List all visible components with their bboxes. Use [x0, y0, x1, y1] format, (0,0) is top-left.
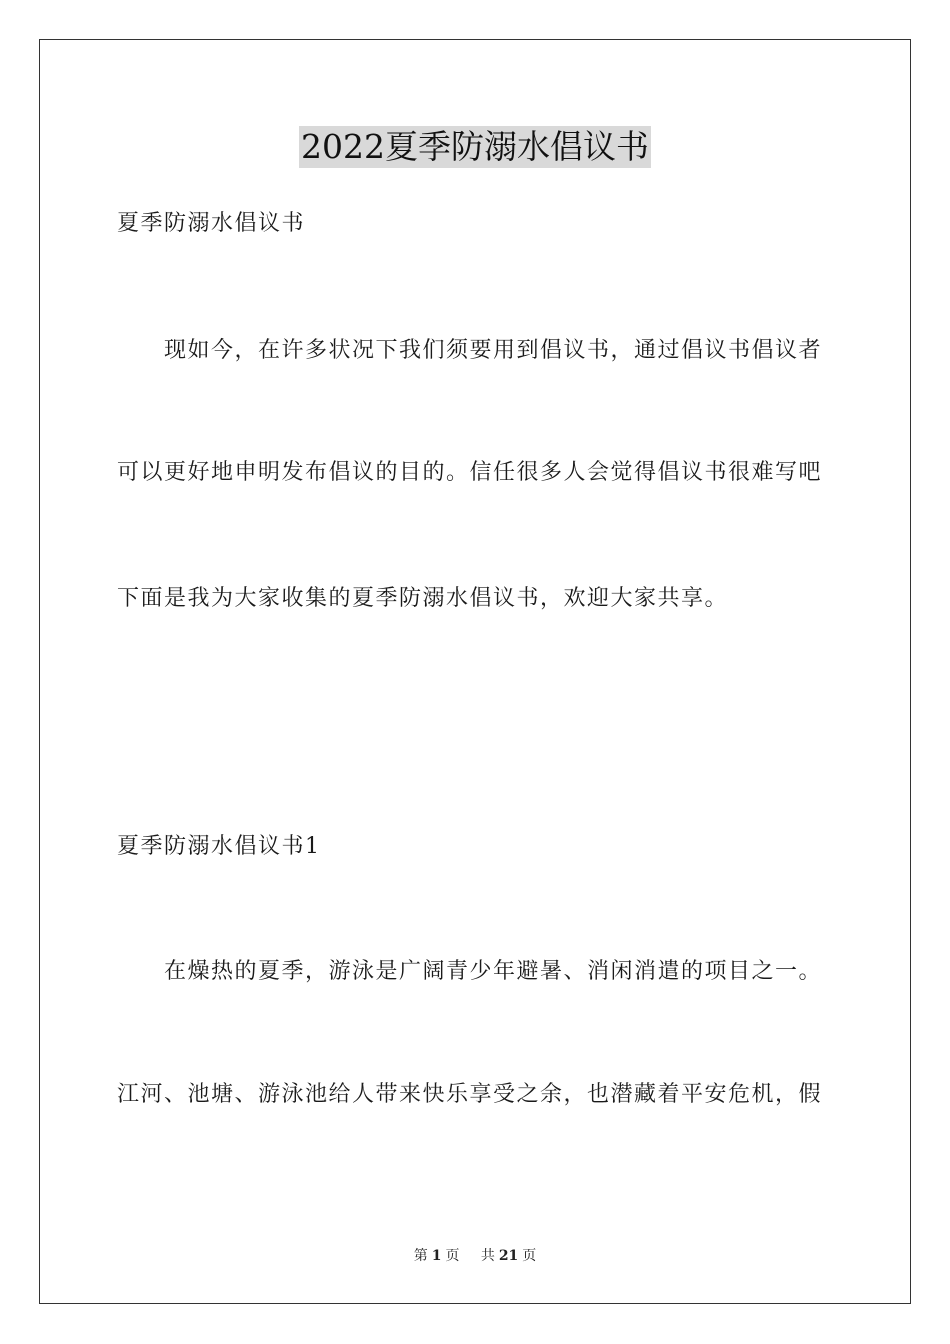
title-container: [0, 126, 950, 168]
paragraph-line: 下面是我为大家收集的夏季防溺水倡议书，欢迎大家共享。: [117, 586, 729, 611]
page-number-label: 第 1 页: [413, 1248, 460, 1264]
paragraph-line: 现如今，在许多状况下我们须要用到倡议书，通过倡议书倡议者: [164, 338, 823, 363]
paragraph-line: 在燥热的夏季，游泳是广阔青少年避暑、消闲消遣的项目之一。: [164, 959, 823, 984]
paragraph-line: 可以更好地申明发布倡议的目的。信任很多人会觉得倡议书很难写吧: [117, 460, 823, 485]
document-title: 2022夏季防溺水倡议书: [301, 127, 649, 166]
section-heading: 夏季防溺水倡议书1: [117, 834, 321, 859]
document-subtitle: 夏季防溺水倡议书: [117, 211, 306, 236]
paragraph-line: 江河、池塘、游泳池给人带来快乐享受之余，也潜藏着平安危机，假: [117, 1082, 823, 1107]
page-footer: [0, 1247, 950, 1265]
page-total-label: 共 21 页: [480, 1248, 537, 1264]
